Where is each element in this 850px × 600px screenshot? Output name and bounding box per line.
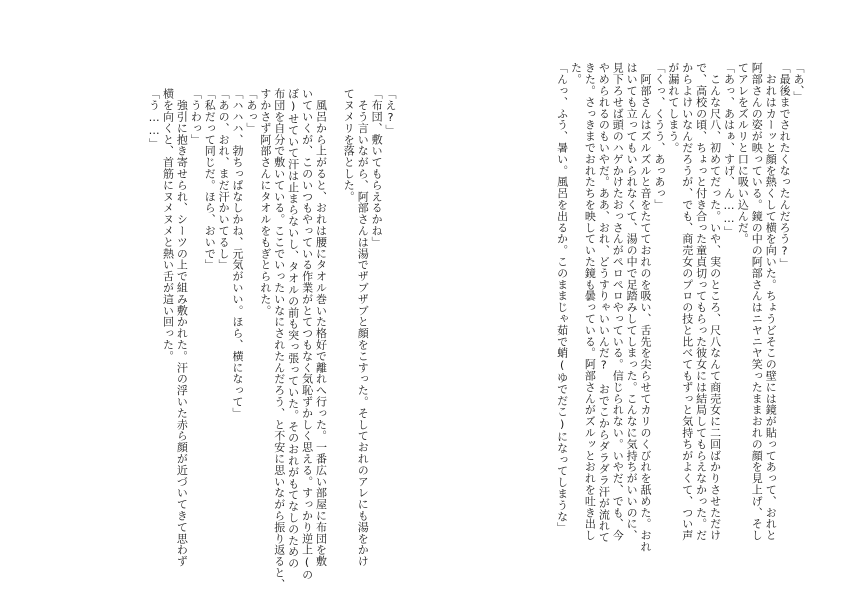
text-line: からよけいなんだろうが、でも、商売女のプロの技と比べてもずっと気持ちがよくて、つい声 [680, 62, 694, 541]
text-line: 強引に抱き寄せられ、シーツの上で組み敷かれた。汗の浮いた赤ら顔が近づいてきて思わず [175, 88, 189, 567]
text-line: 「あの、おれ、まだ汗かいてるし」 [217, 88, 231, 271]
text-line: 「んっ、ふう、暑い。風呂を出るか。このままじゃ茹で蛸(ゆでだこ)になってしまうな」 [555, 62, 569, 534]
text-line: はいても立ってもいられなくて、湯の中で足踏みしてしまった。こんなに気持ちがいいのに、 [625, 62, 639, 541]
text-line: 「え?」 [384, 88, 397, 136]
text-line: 「あ、」 [792, 62, 805, 103]
right-page [425, 0, 850, 600]
text-line: 「くっ、くうう、あっあっ」 [652, 62, 666, 211]
text-line: きた。さっきまでおれたちを映していた鏡も曇っている。阿部さんがズルッとおれを吐き出し [583, 62, 597, 541]
text-line: 見下ろせば頭のハゲかけたおっさんがペロペロやっている。信じられない。いやだ、でも、今 [611, 62, 625, 541]
text-line: 布団を自分で敷いている。ここでいったいなにされたんだろう、と不安に思いながら振り返ると、 [272, 88, 286, 590]
text-line: そう言いながら、阿部さんは湯でザブザブと顔をこすった。そしておれのアレにも湯をかけ [356, 88, 370, 567]
text-line: こんな尺八、初めてだった。いや、実のところ、尺八なんて商売女に二回ばかりさせただけ [708, 62, 722, 541]
text-line: で、高校の頃、ちょっと付き合った童貞切ってもらった彼女には結局してもらえなかった。だ [694, 62, 708, 541]
text-line: 「あっ」 [244, 88, 258, 134]
text-line: 横を向くと、首筋にヌメヌメと熱い舌が這い回った。 [161, 88, 175, 362]
text-line: 阿部さんの姿が映っている。鏡の中の阿部さんはニヤニヤ笑ったままおれの顔を見上げ、そし [750, 62, 764, 541]
text-line: 風呂から上がると、おれは腰にタオル巻いた格好で離れへ行った。一番広い部屋に布団を敷 [314, 88, 328, 567]
text-line: てアレをズルリと口に吸い込んだ。 [736, 62, 750, 245]
text-line: やめられるのもいやだ。ああ、おれ、どうすりゃいいんだ? おでこからダラダラ汗が流れて [597, 62, 611, 543]
text-line: すかさず阿部さんにタオルをもぎとられた。 [258, 88, 272, 316]
text-line: 阿部さんはズルズルと音をたてておれのを吸い、舌先を尖らせてカリのくびれを舐めた。おれ [639, 62, 653, 553]
text-line: 「私だって同じだ。ほら、おいで」 [203, 88, 217, 271]
left-page-text [147, 88, 397, 590]
text-line: おれはカーッと顔を熱くして横を向いた。ちょうどそこの壁には鏡が貼ってあって、おれと [764, 62, 778, 541]
text-line: が漏れてしまう。 [666, 62, 680, 154]
text-line: 「ハハハ、勃ちっぱなしかね、元気がいい。ほら、横になって」 [231, 88, 245, 419]
right-page-text [555, 62, 805, 553]
text-line: てヌメリを落とした。 [342, 88, 356, 202]
text-line: 「う……」 [147, 88, 161, 149]
text-line: 「うわっ」 [189, 88, 203, 145]
blank-line [327, 88, 341, 538]
text-line: 「布団、敷いてもらえるかね」 [370, 88, 384, 248]
text-line: た。 [569, 62, 583, 85]
text-line: いていくが、このいつもやっている作業がとてつもなく気恥ずかしく思える。すっかり逆上(の [300, 88, 314, 581]
text-line: ぼ)せていて汗は止まらないし、タオルの前も突っ張っていた。そのおれがもてなしのための [286, 88, 300, 569]
text-line: 「最後までされたくなったんだろう?」 [778, 62, 792, 270]
text-line: 「あっ、あはぁ、すげ、ん……」 [722, 62, 736, 237]
